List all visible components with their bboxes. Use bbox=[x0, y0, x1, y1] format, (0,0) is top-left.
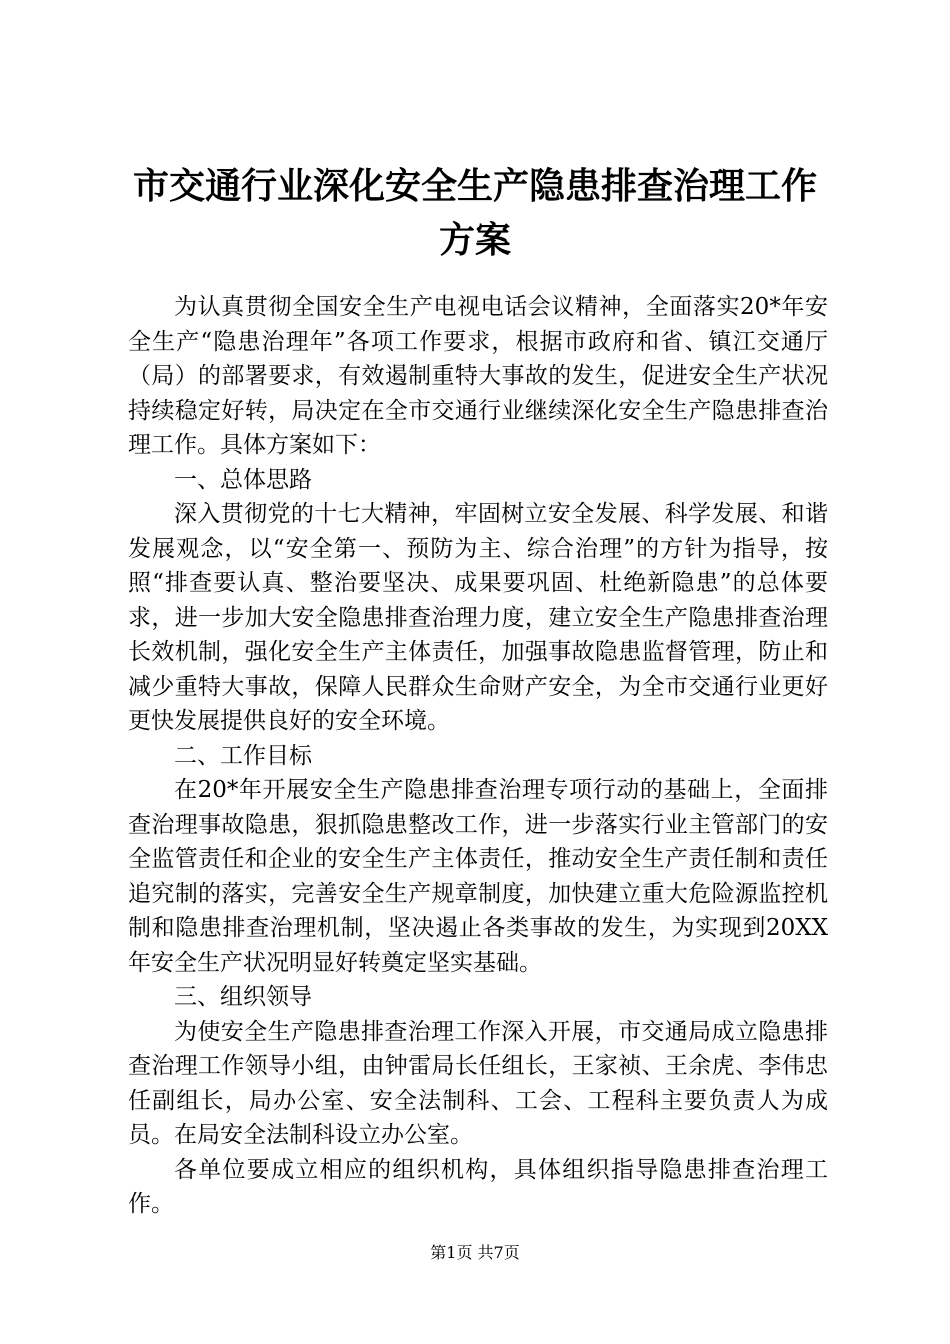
section-paragraph: 各单位要成立相应的组织机构，具体组织指导隐患排查治理工作。 bbox=[128, 1156, 828, 1217]
section-heading-work-goals: 二、工作目标 bbox=[174, 742, 312, 769]
section-paragraph: 在20*年开展安全生产隐患排查治理专项行动的基础上，全面排查治理事故隐患，狠抓隐患整改工作，进一步落实行业主管部门的安全监管责任和企业的安全生产主体责任，推动安全生产责任制和责任追究制的落实，完善安全生产规章制度，加快建立重大危险源监控机制和隐患排查治理机制，坚决遏止各类事故的发生，为实现到20XX年安全生产状况明显好转奠定坚实基础。 bbox=[128, 777, 828, 976]
intro-paragraph: 为认真贯彻全国安全生产电视电话会议精神，全面落实20*年安全生产“隐患治理年”各项工作要求，根据市政府和省、镇江交通厅（局）的部署要求，有效遏制重特大事故的发生，促进安全生产状况持续稳定好转，局决定在全市交通行业继续深化安全生产隐患排查治理工作。具体方案如下： bbox=[128, 294, 828, 458]
section-heading-overall-approach: 一、总体思路 bbox=[174, 466, 312, 493]
page-footer: 第1页 共7页 bbox=[430, 1243, 520, 1262]
section-paragraph: 为使安全生产隐患排查治理工作深入开展，市交通局成立隐患排查治理工作领导小组，由钟雷局长任组长，王家祯、王余虎、李伟忠任副组长，局办公室、安全法制科、工会、工程科主要负责人为成员。在局安全法制科设立办公室。 bbox=[128, 1018, 828, 1148]
section-heading-organization: 三、组织领导 bbox=[174, 984, 312, 1010]
document-body bbox=[128, 290, 828, 1222]
section-paragraph: 深入贯彻党的十七大精神，牢固树立安全发展、科学发展、和谐发展观念，以“安全第一、预防为主、综合治理”的方针为指导，按照“排查要认真、整治要坚决、成果要巩固、杜绝新隐患”的总体要求，进一步加大安全隐患排查治理力度，建立安全生产隐患排查治理长效机制，强化安全生产主体责任，加强事故隐患监督管理，防止和减少重特大事故，保障人民群众生命财产安全，为全市交通行业更好更快发展提供良好的安全环境。 bbox=[128, 501, 828, 734]
document-title: 市交通行业深化安全生产隐患排查治理工作方案 bbox=[132, 166, 817, 261]
